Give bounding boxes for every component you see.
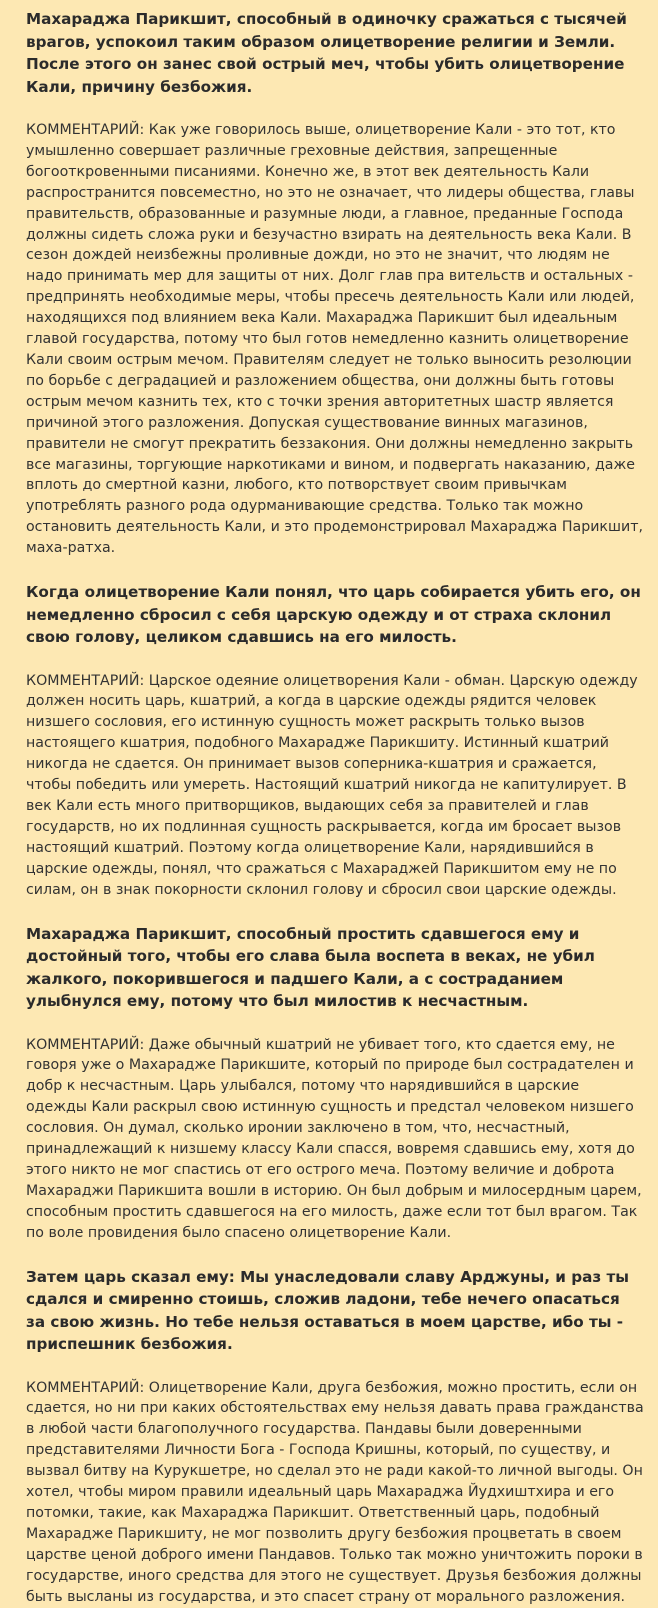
section-1 <box>26 8 644 559</box>
verse-text: Махараджа Парикшит, способный в одиночку сражаться с тысячей врагов, успокоил таким образом олицетворение религии и Земли. После этого он занес свой острый меч, чтобы убить олицетворение Кали, причину безбожия. <box>26 10 627 96</box>
verse-text: Затем царь сказал ему: Мы унаследовали славу Арджуны, и раз ты сдался и смиренно стоишь, сложив ладони, тебе нечего опасаться за свою жизнь. Но тебе нельзя оставаться в моем царстве, ибо ты - приспешник безбожия. <box>26 1267 630 1354</box>
section-2 <box>26 581 644 900</box>
commentary-text: КОММЕНТАРИЙ: Олицетворение Кали, друга безбожия, можно простить, если он сдается, но ни при каких обстоятельствах ему нельзя давать права гражданства в любой части благополучного государства. Пандавы были доверенными представителями Личности Бога - Господа Кришны, который, по существу, и вызвал битву на Курукшетре, но сделал это не ради какой-то личной выгоды. Он хотел, чтобы миром правили идеальный царь Махараджа Йудхиштхира и его потомки, такие, как Махараджа Парикшит. Ответственный царь, подобный Махарадже Парикшиту, не мог позволить другу безбожия процветать в своем царстве ценой доброго имени Пандавов. Только так можно уничтожить пороки в государстве, иного средства для этого не существует. Друзья безбожия должны быть высланы из государства, и это спасет страну от морального разложения. <box>26 1379 644 1605</box>
commentary-text: КОММЕНТАРИЙ: Даже обычный кшатрий не убивает того, кто сдается ему, не говоря уже о Махарадже Парикшите, который по природе был сострадателен и добр к несчастным. Царь улыбался, потому что нарядившийся в царские одежды Кали раскрыл свою истинную сущность и предстал человеком низшего сословия. Он думал, сколько иронии заключено в том, что, несчастный, принадлежащий к низшему классу Кали спасся, вовремя сдавшись ему, хотя до этого никто не мог спастись от его острого меча. Поэтому величие и доброта Махараджи Парикшита вошли в историю. Он был добрым и милосердным царем, способным простить сдавшегося на его милость, даже если тот был врагом. Так по воле провидения было спасено олицетворение Кали. <box>26 1036 642 1241</box>
commentary-text: КОММЕНТАРИЙ: Как уже говорилось выше, олицетворение Кали - это тот, кто умышленно совершает различные греховные действия, запрещенные богооткровенными писаниями. Конечно же, в этот век деятельность Кали распространится повсеместно, но это не означает, что лидеры общества, главы правительств, образованные и разумные люди, а главное, преданные Господа должны сидеть сложа руки и безучастно взирать на деятельность века Кали. В сезон дождей неизбежны проливные дожди, но это не значит, что людям не надо принимать мер для защиты от них. Долг глав пра вительств и остальных - предпринять необходимые меры, чтобы пресечь деятельность Кали или людей, находящихся под влиянием века Кали. Махараджа Парикшит был идеальным главой государства, потому что был готов немедленно казнить олицетворение Кали своим острым мечом. Правителям следует не только выносить резолюции по борьбе с деградацией и разложением общества, они должны быть готовы острым мечом казнить тех, кто с точки зрения авторитетных шастр является причиной этого разложения. Допуская существование винных магазинов, правители не смогут прекратить беззакония. Они должны немедленно закрыть все магазины, торгующие наркотиками и вином, и подвергать наказанию, даже вплоть до смертной казни, любого, кто потворствует своим привычкам употреблять разного рода одурманивающие средства. Только так можно остановить деятельность Кали, и это продемонстрировал Махараджа Парикшит, маха-ратха. <box>26 122 643 557</box>
section-3 <box>26 923 644 1244</box>
verse-text: Когда олицетворение Кали понял, что царь собирается убить его, он немедленно сбросил с себя царскую одежду и от страха склонил свою голову, целиком сдавшись на его милость. <box>26 583 641 647</box>
verse-text: Махараджа Парикшит, способный простить сдавшегося ему и достойный того, чтобы его слава была воспета в веках, не убил жалкого, покорившегося и падшего Кали, а с состраданием улыбнулся ему, потому что был милостив к несчастным. <box>26 924 595 1010</box>
section-4 <box>26 1266 644 1608</box>
commentary-text: КОММЕНТАРИЙ: Царское одеяние олицетворения Кали - обман. Царскую одежду должен носить царь, кшатрий, а когда в царские одежды рядится человек низшего сословия, его истинную сущность может раскрыть только вызов настоящего кшатрия, подобного Махарадже Парикшиту. Истинный кшатрий никогда не сдается. Он принимает вызов соперника-кшатрия и сражается, чтобы победить или умереть. Настоящий кшатрий никогда не капитулирует. В век Кали есть много притворщиков, выдающих себя за правителей и глав государств, но их подлинная сущность раскрывается, когда им бросает вызов настоящий кшатрий. Поэтому когда олицетворение Кали, нарядившийся в царские одежды, понял, что сражаться с Махараджей Парикшитом ему не по силам, он в знак покорности склонил голову и сбросил свои царские одежды. <box>26 672 638 898</box>
